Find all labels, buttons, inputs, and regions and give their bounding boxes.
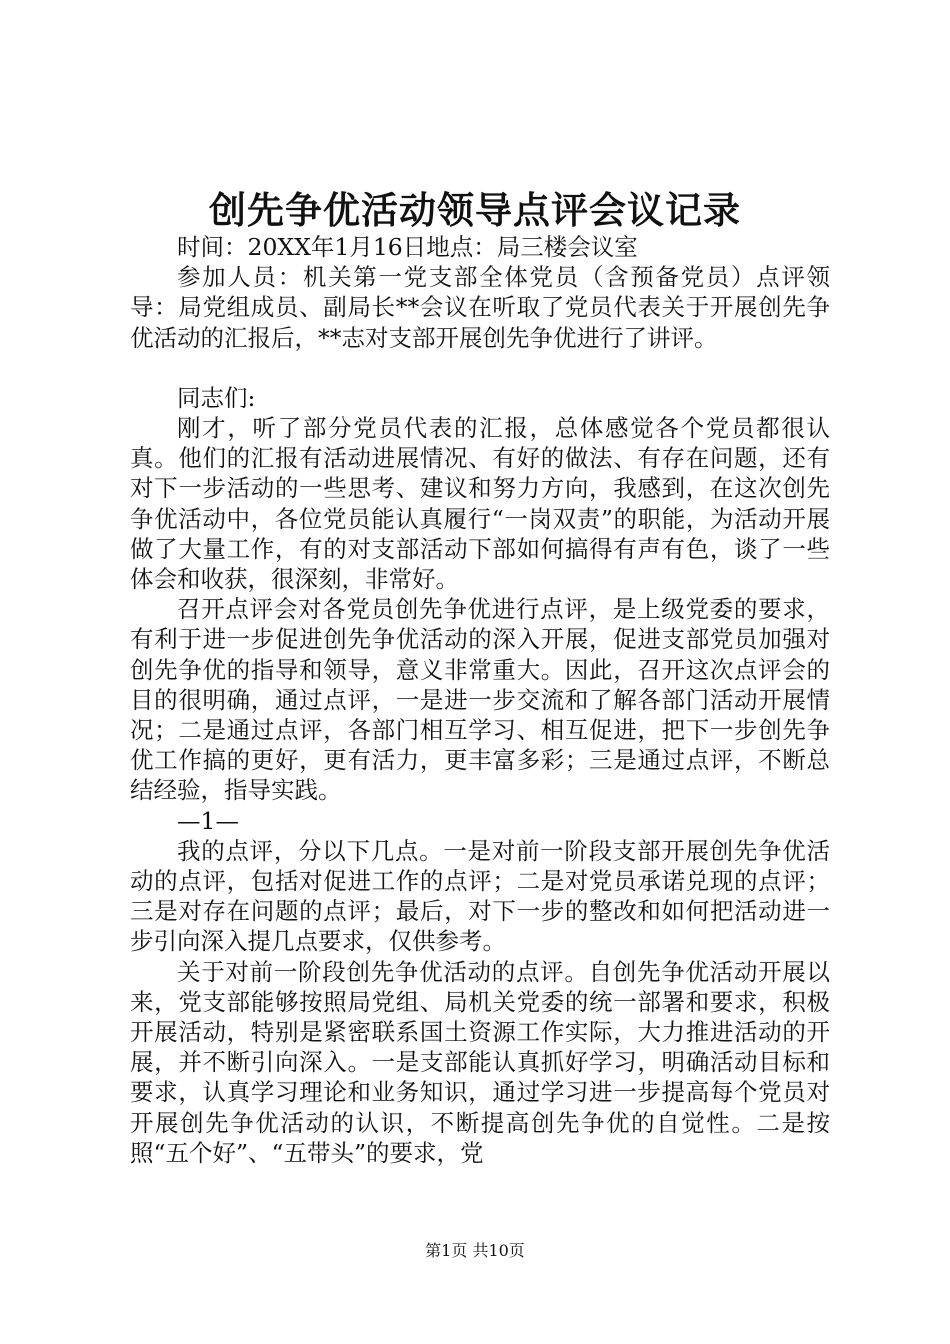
document-title: 创先争优活动领导点评会议记录	[209, 188, 741, 232]
body-paragraph: 刚才，听了部分党员代表的汇报，总体感觉各个党员都很认真。他们的汇报有活动进展情况、有好的做法、有存在问题，还有对下一步活动的一些思考、建议和努力方向，我感到，在这次创先争优活动中，各位党员能认真履行“一岗双责”的职能，为活动开展做了大量工作，有的对支部活动下部如何搞得有声有色，谈了一些体会和收获，很深刻，非常好。	[130, 414, 830, 594]
body-paragraph: 召开点评会对各党员创先争优进行点评，是上级党委的要求，有利于进一步促进创先争优活动的深入开展，促进支部党员加强对创先争优的指导和领导，意义非常重大。因此，召开这次点评会的目的很明确，通过点评，一是进一步交流和了解各部门活动开展情况；二是通过点评，各部门相互学习、相互促进，把下一步创先争优工作搞的更好，更有活力，更丰富多彩；三是通过点评，不断总结经验，指导实践。	[130, 595, 830, 805]
page-footer: 第1页 共10页	[425, 1241, 525, 1260]
body-paragraph: 我的点评，分以下几点。一是对前一阶段支部开展创先争优活动的点评，包括对促进工作的点评；二是对党员承诺兑现的点评；三是对存在问题的点评；最后，对下一步的整改和如何把活动进一步引向深入提几点要求，仅供参考。	[130, 836, 830, 956]
body-paragraph: 关于对前一阶段创先争优活动的点评。自创先争优活动开展以来，党支部能够按照局党组、局机关党委的统一部署和要求，积极开展活动，特别是紧密联系国土资源工作实际，大力推进活动的开展，并不断引向深入。一是支部能认真抓好学习，明确活动目标和要求，认真学习理论和业务知识，通过学习进一步提高每个党员对开展创先争优活动的认识，不断提高创先争优的自觉性。二是按照“五个好”、“五带头”的要求，党	[130, 957, 830, 1167]
meeting-attendees: 参加人员：机关第一党支部全体党员（含预备党员）点评领导：局党组成员、副局长**会议在听取了党员代表关于开展创先争优活动的汇报后，**志对支部开展创先争优进行了讲评。	[130, 263, 830, 352]
document-body	[130, 232, 830, 1168]
inline-page-marker: —1—	[177, 806, 239, 835]
meeting-time-location: 时间：20XX年1月16日地点：局三楼会议室	[177, 233, 638, 261]
salutation: 同志们:	[177, 383, 256, 412]
